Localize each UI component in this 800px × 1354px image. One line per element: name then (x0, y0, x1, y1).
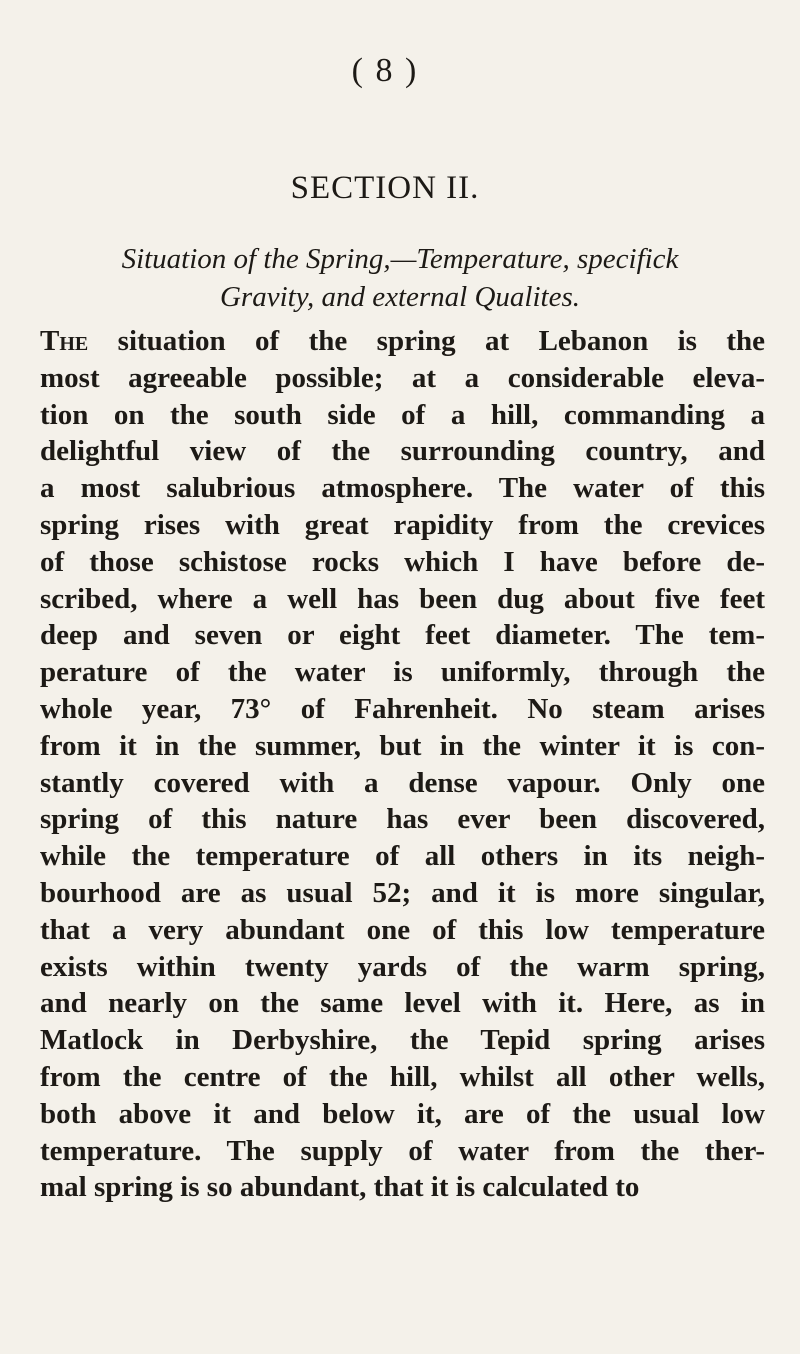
body-first-word: The (40, 325, 89, 357)
subtitle-line: Situation of the Spring,—Temperature, specifick (121, 243, 679, 275)
section-subtitle (40, 240, 760, 316)
page-number: ( 8 ) (351, 52, 419, 89)
body-line: temperature. The supply of water from the ther- (40, 1134, 765, 1167)
body-line (40, 323, 765, 360)
body-line: while the temperature of all others in its neigh- (40, 840, 765, 873)
body-line: from it in the summer, but in the winter it is con- (40, 729, 765, 762)
section-title: SECTION II. (290, 170, 480, 206)
body-line: tion on the south side of a hill, commanding a (40, 398, 765, 431)
body-line: spring of this nature has ever been discovered, (40, 803, 765, 836)
body-line: Matlock in Derbyshire, the Tepid spring arises (40, 1024, 765, 1057)
body-line: stantly covered with a dense vapour. Only one (40, 766, 765, 799)
body-line: delightful view of the surrounding country, and (40, 435, 765, 468)
body-line: perature of the water is uniformly, through the (40, 656, 765, 689)
body-line-text: situation of the spring at Lebanon is the (117, 325, 765, 357)
body-line: that a very abundant one of this low temperature (40, 913, 765, 946)
body-line: most agreeable possible; at a considerable eleva- (40, 361, 765, 394)
body-line: mal spring is so abundant, that it is calculated to (40, 1171, 640, 1204)
body-line: a most salubrious atmosphere. The water of this (40, 472, 765, 505)
body-line: scribed, where a well has been dug about five feet (40, 582, 765, 615)
body-line: bourhood are as usual 52; and it is more singular, (40, 876, 765, 909)
body-line: deep and seven or eight feet diameter. The tem- (40, 619, 765, 652)
body-line: both above it and below it, are of the usual low (40, 1097, 765, 1130)
body-line: and nearly on the same level with it. Here, as in (40, 987, 765, 1020)
body-line: of those schistose rocks which I have before de- (40, 545, 765, 578)
body-line: spring rises with great rapidity from the crevices (40, 508, 765, 541)
body-line: whole year, 73° of Fahrenheit. No steam arises (40, 692, 765, 725)
body-text (40, 323, 765, 1206)
body-line: from the centre of the hill, whilst all other wells, (40, 1060, 765, 1093)
subtitle-line: Gravity, and external Qualites. (219, 281, 581, 313)
body-line: exists within twenty yards of the warm spring, (40, 950, 765, 983)
